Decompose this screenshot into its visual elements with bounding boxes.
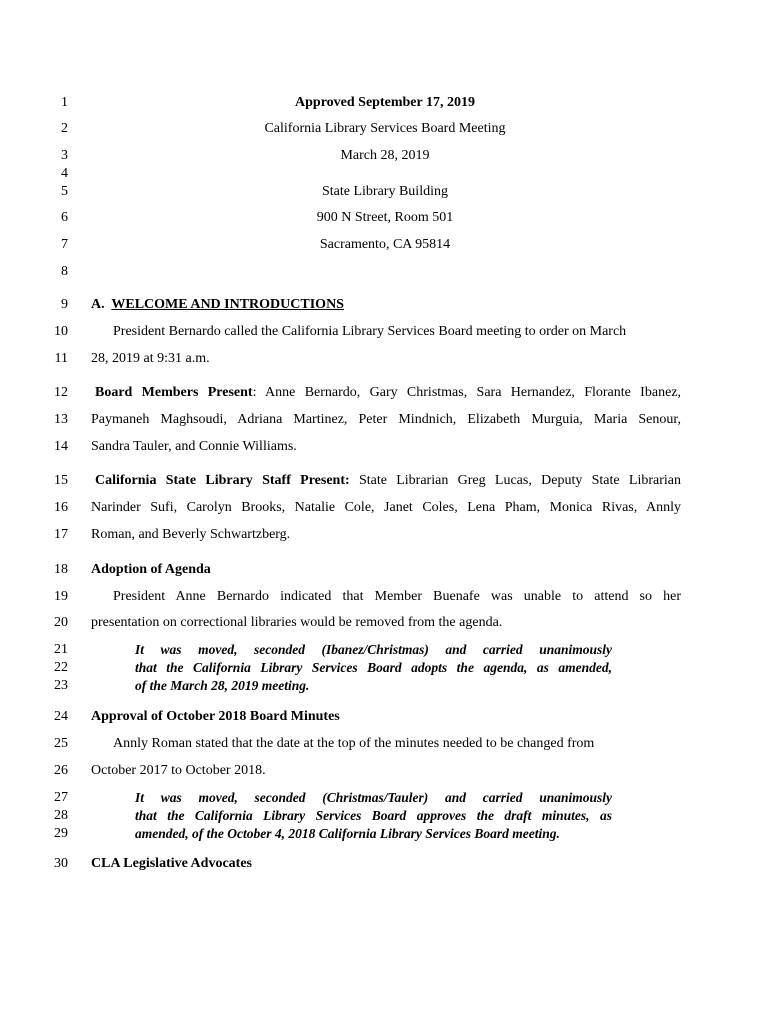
meeting-city: Sacramento, CA 95814 xyxy=(319,237,451,252)
line-number: 26 xyxy=(54,763,68,778)
line-number: 27 xyxy=(54,790,68,805)
agenda-heading: Adoption of Agenda xyxy=(91,562,211,577)
line-number: 28 xyxy=(54,808,68,823)
line-number: 3 xyxy=(61,148,68,163)
line-number: 9 xyxy=(61,297,68,312)
line-number: 19 xyxy=(54,589,68,604)
line-number: 15 xyxy=(54,473,68,488)
approval-note: Approved September 17, 2019 xyxy=(295,95,475,110)
section-title: WELCOME AND INTRODUCTIONS xyxy=(111,297,344,312)
line-number: 13 xyxy=(54,412,68,427)
minutes-motion-line: amended, of the October 4, 2018 California Library Services Board meeting. xyxy=(135,826,560,841)
line-number: 10 xyxy=(54,324,68,339)
agenda-text-line: presentation on correctional libraries would be removed from the agenda. xyxy=(91,615,503,630)
line-number: 16 xyxy=(54,500,68,515)
line-number: 22 xyxy=(54,660,68,675)
line-number: 7 xyxy=(61,237,68,252)
line-number: 20 xyxy=(54,615,68,630)
meeting-date: March 28, 2019 xyxy=(340,148,430,163)
line-number: 17 xyxy=(54,527,68,542)
meeting-title: California Library Services Board Meeting xyxy=(264,121,506,136)
cla-heading: CLA Legislative Advocates xyxy=(91,856,252,871)
meeting-building: State Library Building xyxy=(322,184,448,199)
agenda-motion-line: It was moved, seconded (Ibanez/Christmas) and carried unanimously xyxy=(135,642,612,657)
staff-present-line: Narinder Sufi, Carolyn Brooks, Natalie Cole, Janet Coles, Lena Pham, Monica Rivas, Annly xyxy=(91,500,681,515)
line-number: 24 xyxy=(54,709,68,724)
section-a-heading xyxy=(91,297,344,313)
agenda-text-line: President Anne Bernardo indicated that Member Buenafe was unable to attend so her xyxy=(113,589,681,604)
line-number: 23 xyxy=(54,678,68,693)
minutes-motion-line: that the California Library Services Board approves the draft minutes, as xyxy=(135,808,612,823)
line-number: 1 xyxy=(61,95,68,110)
line-number: 12 xyxy=(54,385,68,400)
line-number: 6 xyxy=(61,210,68,225)
meeting-street: 900 N Street, Room 501 xyxy=(316,210,454,225)
line-number: 2 xyxy=(61,121,68,136)
line-number: 18 xyxy=(54,562,68,577)
section-letter: A. xyxy=(91,297,105,312)
board-present-names: : Anne Bernardo, Gary Christmas, Sara Hernandez, Florante Ibanez, xyxy=(252,385,681,400)
line-number: 4 xyxy=(61,166,68,181)
line-number: 21 xyxy=(54,642,68,657)
welcome-text-line: President Bernardo called the California Library Services Board meeting to order on March xyxy=(113,324,627,339)
minutes-text-line: October 2017 to October 2018. xyxy=(91,763,266,778)
line-number: 11 xyxy=(54,351,68,366)
agenda-motion-line: that the California Library Services Board adopts the agenda, as amended, xyxy=(135,660,612,675)
agenda-motion-line: of the March 28, 2019 meeting. xyxy=(135,678,310,693)
minutes-heading: Approval of October 2018 Board Minutes xyxy=(91,709,340,724)
line-number: 25 xyxy=(54,736,68,751)
staff-present-label: California State Library Staff Present: xyxy=(95,473,350,488)
line-number: 14 xyxy=(54,439,68,454)
welcome-text-line: 28, 2019 at 9:31 a.m. xyxy=(91,351,210,366)
staff-present-line xyxy=(95,473,681,489)
board-present-line: Sandra Tauler, and Connie Williams. xyxy=(91,439,297,454)
minutes-text-line: Annly Roman stated that the date at the top of the minutes needed to be changed from xyxy=(113,736,595,751)
minutes-motion-line: It was moved, seconded (Christmas/Tauler) and carried unanimously xyxy=(135,790,612,805)
board-present-line: Paymaneh Maghsoudi, Adriana Martinez, Peter Mindnich, Elizabeth Murguia, Maria Senour, xyxy=(91,412,681,427)
staff-present-names: State Librarian Greg Lucas, Deputy State Librarian xyxy=(349,473,681,488)
line-number: 30 xyxy=(54,856,68,871)
staff-present-line: Roman, and Beverly Schwartzberg. xyxy=(91,527,291,542)
board-present-label: Board Members Present xyxy=(95,385,253,400)
line-number: 8 xyxy=(61,264,68,279)
line-number: 5 xyxy=(61,184,68,199)
board-present-line xyxy=(95,385,681,401)
line-number: 29 xyxy=(54,826,68,841)
